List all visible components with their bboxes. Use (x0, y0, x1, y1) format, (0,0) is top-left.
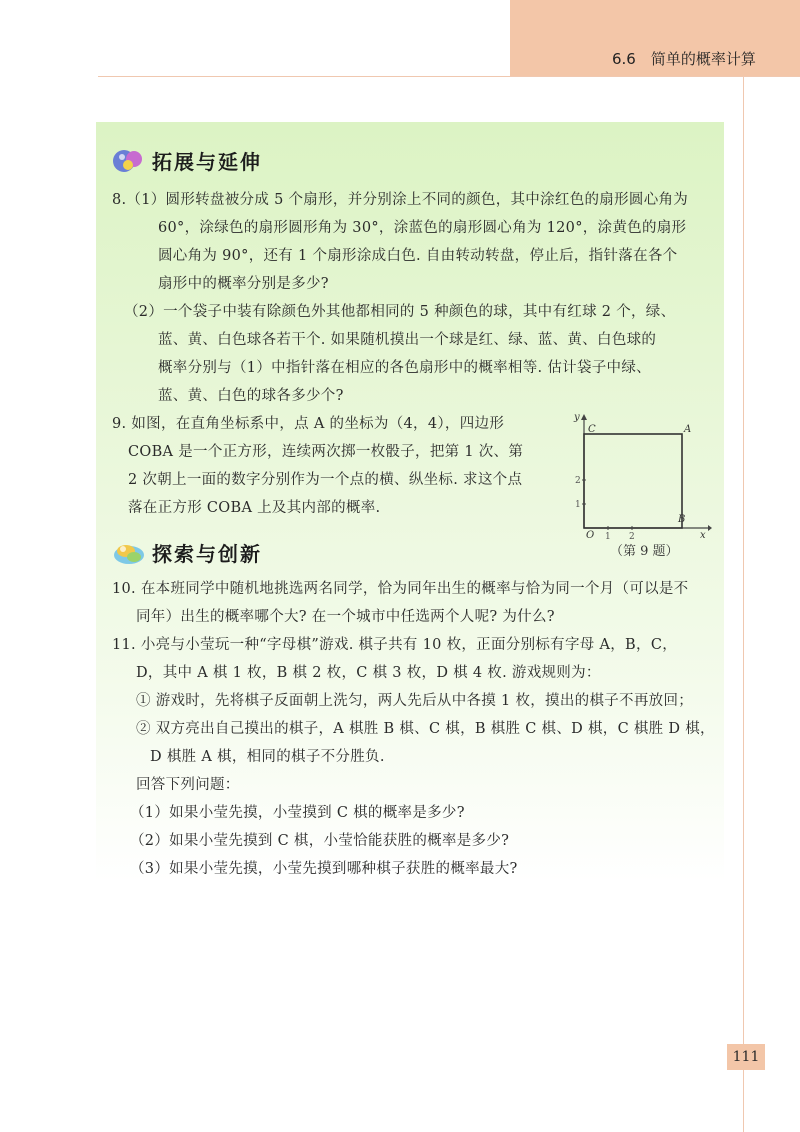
problem-8-line-4: 扇形中的概率分别是多少? (158, 276, 329, 292)
problem-11-question-2: （2）如果小莹先摸到 C 棋，小莹恰能获胜的概率是多少? (130, 833, 510, 849)
problem-11-question-3: （3）如果小莹先摸，小莹先摸到哪种棋子获胜的概率最大? (130, 861, 518, 877)
margin-rule (743, 76, 744, 1132)
problem-8-line-2: 60°，涂绿色的扇形圆形角为 30°，涂蓝色的扇形圆心角为 120°，涂黄色的扇形 (158, 220, 687, 236)
problem-10-line-2: 同年）出生的概率哪个大? 在一个城市中任选两个人呢? 为什么? (136, 609, 555, 625)
problem-9-line-3: 2 次朝上一面的数字分别作为一个点的横、纵坐标. 求这个点 (128, 472, 523, 488)
tick-y-2: 2 (575, 476, 581, 486)
tick-x-2: 2 (629, 532, 635, 540)
problem-11-rule-2-cont: D 棋胜 A 棋，相同的棋子不分胜负. (150, 749, 385, 765)
problem-10-line-1: 10. 在本班同学中随机地挑选两名同学，恰为同年出生的概率与恰为同一个月（可以是不 (112, 581, 689, 597)
coordinate-square-diagram (572, 410, 712, 540)
extension-title: 拓展与延伸 (152, 150, 262, 174)
label-c: C (588, 424, 596, 435)
puzzle-icon (112, 147, 146, 175)
header-divider (98, 76, 800, 77)
colorful-swirl-icon (112, 539, 146, 567)
problem-11-rule-1: ① 游戏时，先将棋子反面朝上洗匀，两人先后从中各摸 1 枚，摸出的棋子不再放回； (136, 693, 694, 709)
tick-y-1: 1 (575, 500, 581, 510)
problem-11-line-2: D，其中 A 棋 1 枚，B 棋 2 枚，C 棋 3 枚，D 棋 4 枚. 游戏规则为： (136, 665, 601, 681)
problem-8-line-3: 圆心角为 90°，还有 1 个扇形涂成白色. 自由转动转盘，停止后，指针落在各个 (158, 248, 678, 264)
problem-8-part2-line-4: 蓝、黄、白色的球各多少个? (158, 388, 344, 404)
problem-9-figure (572, 410, 712, 560)
extension-heading (112, 146, 262, 175)
problem-11-question-1: （1）如果小莹先摸，小莹摸到 C 棋的概率是多少? (130, 805, 465, 821)
page-number: 111 (727, 1044, 765, 1070)
explore-title: 探索与创新 (152, 542, 262, 566)
label-y: y (574, 412, 580, 423)
label-b: B (678, 514, 686, 525)
problem-9-line-4: 落在正方形 COBA 上及其内部的概率. (128, 500, 381, 516)
problem-11-prompt: 回答下列问题： (136, 777, 240, 793)
problem-8-part2-line-3: 概率分别与（1）中指针落在相应的各色扇形中的概率相等. 估计袋子中绿、 (158, 360, 651, 376)
figure-caption: （第 9 题） (610, 544, 679, 559)
problem-8-part2-line-1: （2）一个袋子中装有除颜色外其他都相同的 5 种颜色的球，其中有红球 2 个，绿、 (124, 304, 676, 320)
section-title: 6.6 简单的概率计算 (612, 50, 756, 68)
tick-x-1: 1 (605, 532, 611, 540)
label-a: A (684, 424, 692, 435)
problem-8-line-1: 8.（1）圆形转盘被分成 5 个扇形，并分别涂上不同的颜色，其中涂红色的扇形圆心角为 (112, 192, 689, 208)
problem-9-line-1: 9. 如图，在直角坐标系中，点 A 的坐标为（4，4），四边形 (112, 416, 505, 432)
problem-11-line-1: 11. 小亮与小莹玩一种“字母棋”游戏. 棋子共有 10 枚，正面分别标有字母 A，B，C， (112, 637, 678, 653)
label-x: x (700, 530, 706, 540)
explore-heading (112, 538, 262, 567)
problem-11-rule-2: ② 双方亮出自己摸出的棋子，A 棋胜 B 棋、C 棋，B 棋胜 C 棋、D 棋，C 棋胜 D 棋， (136, 721, 715, 737)
problem-9-line-2: COBA 是一个正方形，连续两次掷一枚骰子，把第 1 次、第 (128, 444, 524, 460)
problem-8-part2-line-2: 蓝、黄、白色球各若干个. 如果随机摸出一个球是红、绿、蓝、黄、白色球的 (158, 332, 657, 348)
label-o: O (586, 530, 595, 540)
